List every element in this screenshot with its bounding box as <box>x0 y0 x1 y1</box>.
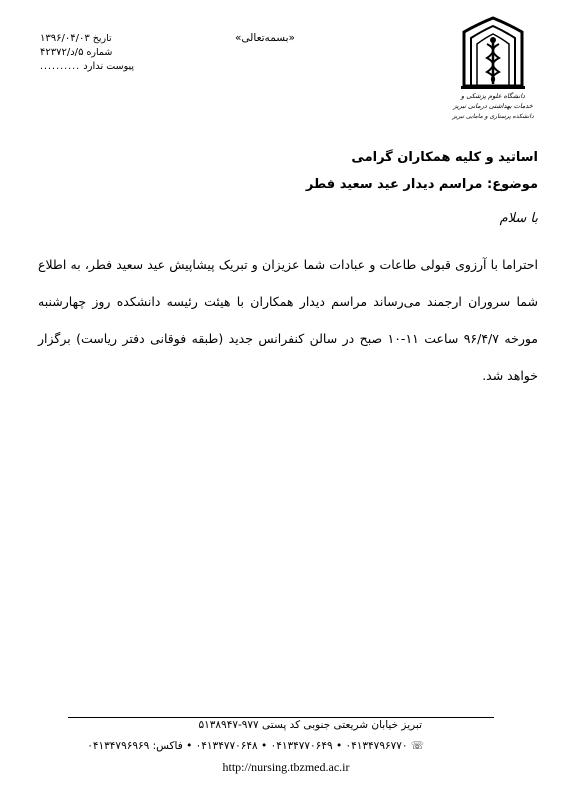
footer-address: تبریز خیابان شریعتی جنوبی کد پستی ۹۷۷-۵۱۳۸۹۴۷ <box>198 719 422 731</box>
attachment-label: پیوست <box>106 61 135 72</box>
date-label: تاریخ <box>92 33 112 44</box>
letter-body: احتراما با آرزوی قبولی طاعات و عبادات شما عزیزان و تبریک پیشاپیش عید سعید فطر، به اطلاع شما سروران ارجمند می‌رساند مراسم دیدار همکاران با هیئت رئیسه دانشکده روز چهارشنبه مورخه ۹۶/۴/۷ ساعت ۱۱-۱۰ صبح در سالن کنفرانس جدید (طبقه فوقانی دفتر ریاست) برگزار خواهد شد. <box>38 257 539 383</box>
letter-meta <box>40 32 135 74</box>
bismillah-heading: «بسمه‌تعالی» <box>235 32 295 44</box>
university-logo <box>452 14 534 126</box>
attachment-value: ندارد <box>83 61 104 72</box>
attachment-row <box>40 60 135 74</box>
number-value: ۵/د/۴۲۳۷۲ <box>40 47 84 58</box>
logo-line-1: دانشگاه علوم پزشکی و <box>461 92 525 100</box>
date-row <box>40 32 135 46</box>
logo-line-3: دانشکده پرستاری و مامایی تبریز <box>452 113 534 120</box>
number-label: شماره <box>86 47 113 58</box>
footer-divider <box>68 717 494 718</box>
footer-website-link[interactable]: http://nursing.tbzmed.ac.ir <box>222 760 350 774</box>
letter-subject: موضوع: مراسم دیدار عید سعید فطر <box>305 177 538 192</box>
number-row <box>40 46 135 60</box>
footer-phones: ☏ ۰۴۱۳۴۷۹۶۷۷۰ • ۰۴۱۳۴۷۷۰۶۴۹ • ۰۴۱۳۴۷۷۰۶۴۸ • فاکس: ۰۴۱۳۴۷۹۶۹۶۹ <box>87 740 424 752</box>
letter-greeting: با سلام <box>499 211 538 226</box>
logo-line-2: خدمات بهداشتی درمانی تبریز <box>453 102 533 110</box>
date-value: ۱۳۹۶/۰۴/۰۳ <box>40 33 90 44</box>
letter-addressee: اساتید و کلیه همکاران گرامی <box>351 150 538 165</box>
attachment-dots: .......... <box>40 61 81 72</box>
